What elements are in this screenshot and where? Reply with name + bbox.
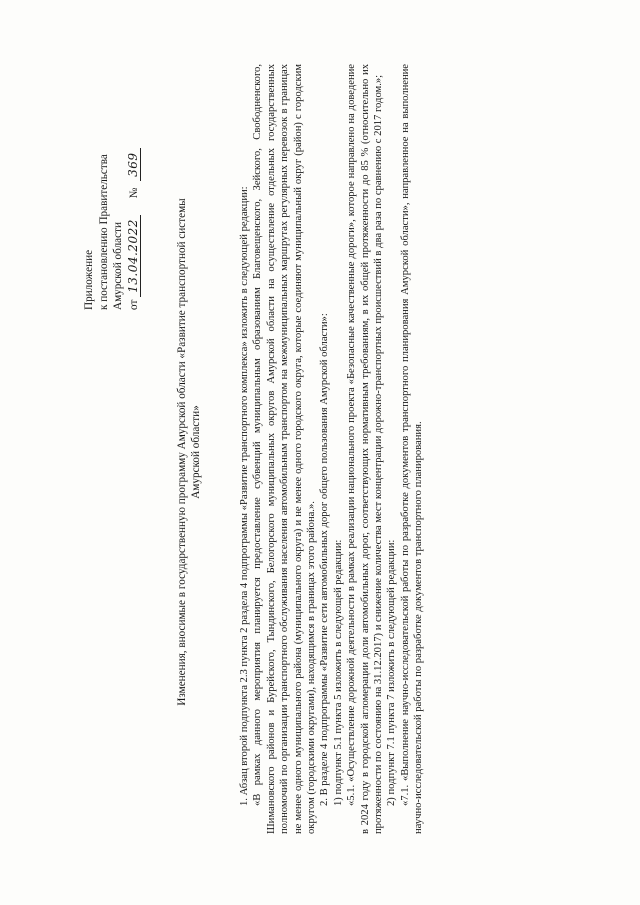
handwritten-number: 369 bbox=[126, 148, 142, 180]
title-line-1: Изменения, вносимые в государственную программу Амурской области «Развитие транспортной системы bbox=[176, 198, 188, 706]
handwritten-date: 13.04.2022 bbox=[126, 215, 142, 297]
appendix-label: Приложение bbox=[83, 249, 95, 310]
paragraph: 1. Абзац второй подпункта 2.3 пункта 2 раздела 4 подпрограммы «Развитие транспортного комплекса» изложить в следующей редакции: bbox=[239, 186, 250, 806]
paragraph: «В рамках данного мероприятия планируется предоставление субвенций муниципальным образованиям Благовещенского, Зейского, Свободненского, Шимановского районов и Бурейского, Тындинского, Белогорского муниципальных округов Амурской области на осуществление отдельных государственных полномочий по организации транспортного обслуживания населения автомобильным транспортом на межмуниципальных маршрутах регулярных перевозок в границах не менее одного муниципального района (муниципального округа) и не менее одного городского округа, которые соединяют муниципальный округ (район) с городским округом (городскими округами), находящимся в границах этого района.». bbox=[252, 64, 318, 834]
paragraph: 2) подпункт 7.1 пункта 7 изложить в следующей редакции: bbox=[386, 539, 398, 806]
date-prefix: от bbox=[127, 299, 140, 310]
paragraph: «5.1. «Осуществление дорожной деятельности в рамках реализации национального проекта «Безопасные качественные дороги», которое направлено на доведение в 2024 году в городской агломерации доли автомобильных дорог, соответствующих нормативным требованиям, в их общей протяженности до 85 % (относительно их протяженности по состоянию на 31.12.2017) и снижение количества мест концентрации дорожно-транспортных происшествий в два раза по сравнению с 2017 годом.»; bbox=[346, 64, 385, 834]
appendix-region-line: Амурской области bbox=[112, 222, 125, 310]
number-label: № bbox=[127, 187, 140, 199]
appendix-decree-line: к постановлению Правительства bbox=[97, 154, 110, 310]
title-line-2: Амурской области» bbox=[190, 405, 203, 499]
rotated-page-content bbox=[60, 42, 580, 862]
appendix-header bbox=[82, 90, 141, 310]
paragraph: 1) подпункт 5.1 пункта 5 изложить в следующей редакции: bbox=[332, 539, 344, 806]
appendix-date-line bbox=[126, 90, 142, 310]
document-title bbox=[175, 102, 204, 802]
document-body bbox=[238, 64, 426, 834]
paragraph: «7.1. «Выполнение научно-исследовательской работы по разработке документов транспортного планирования Амурской области», направленное на выполнение научно-исследовательской работы по разработке документов транспортного планирования. bbox=[399, 64, 425, 834]
paragraph: 2. В разделе 4 подпрограммы «Развитие сети автомобильных дорог общего пользования Амурской области»: bbox=[319, 313, 331, 806]
